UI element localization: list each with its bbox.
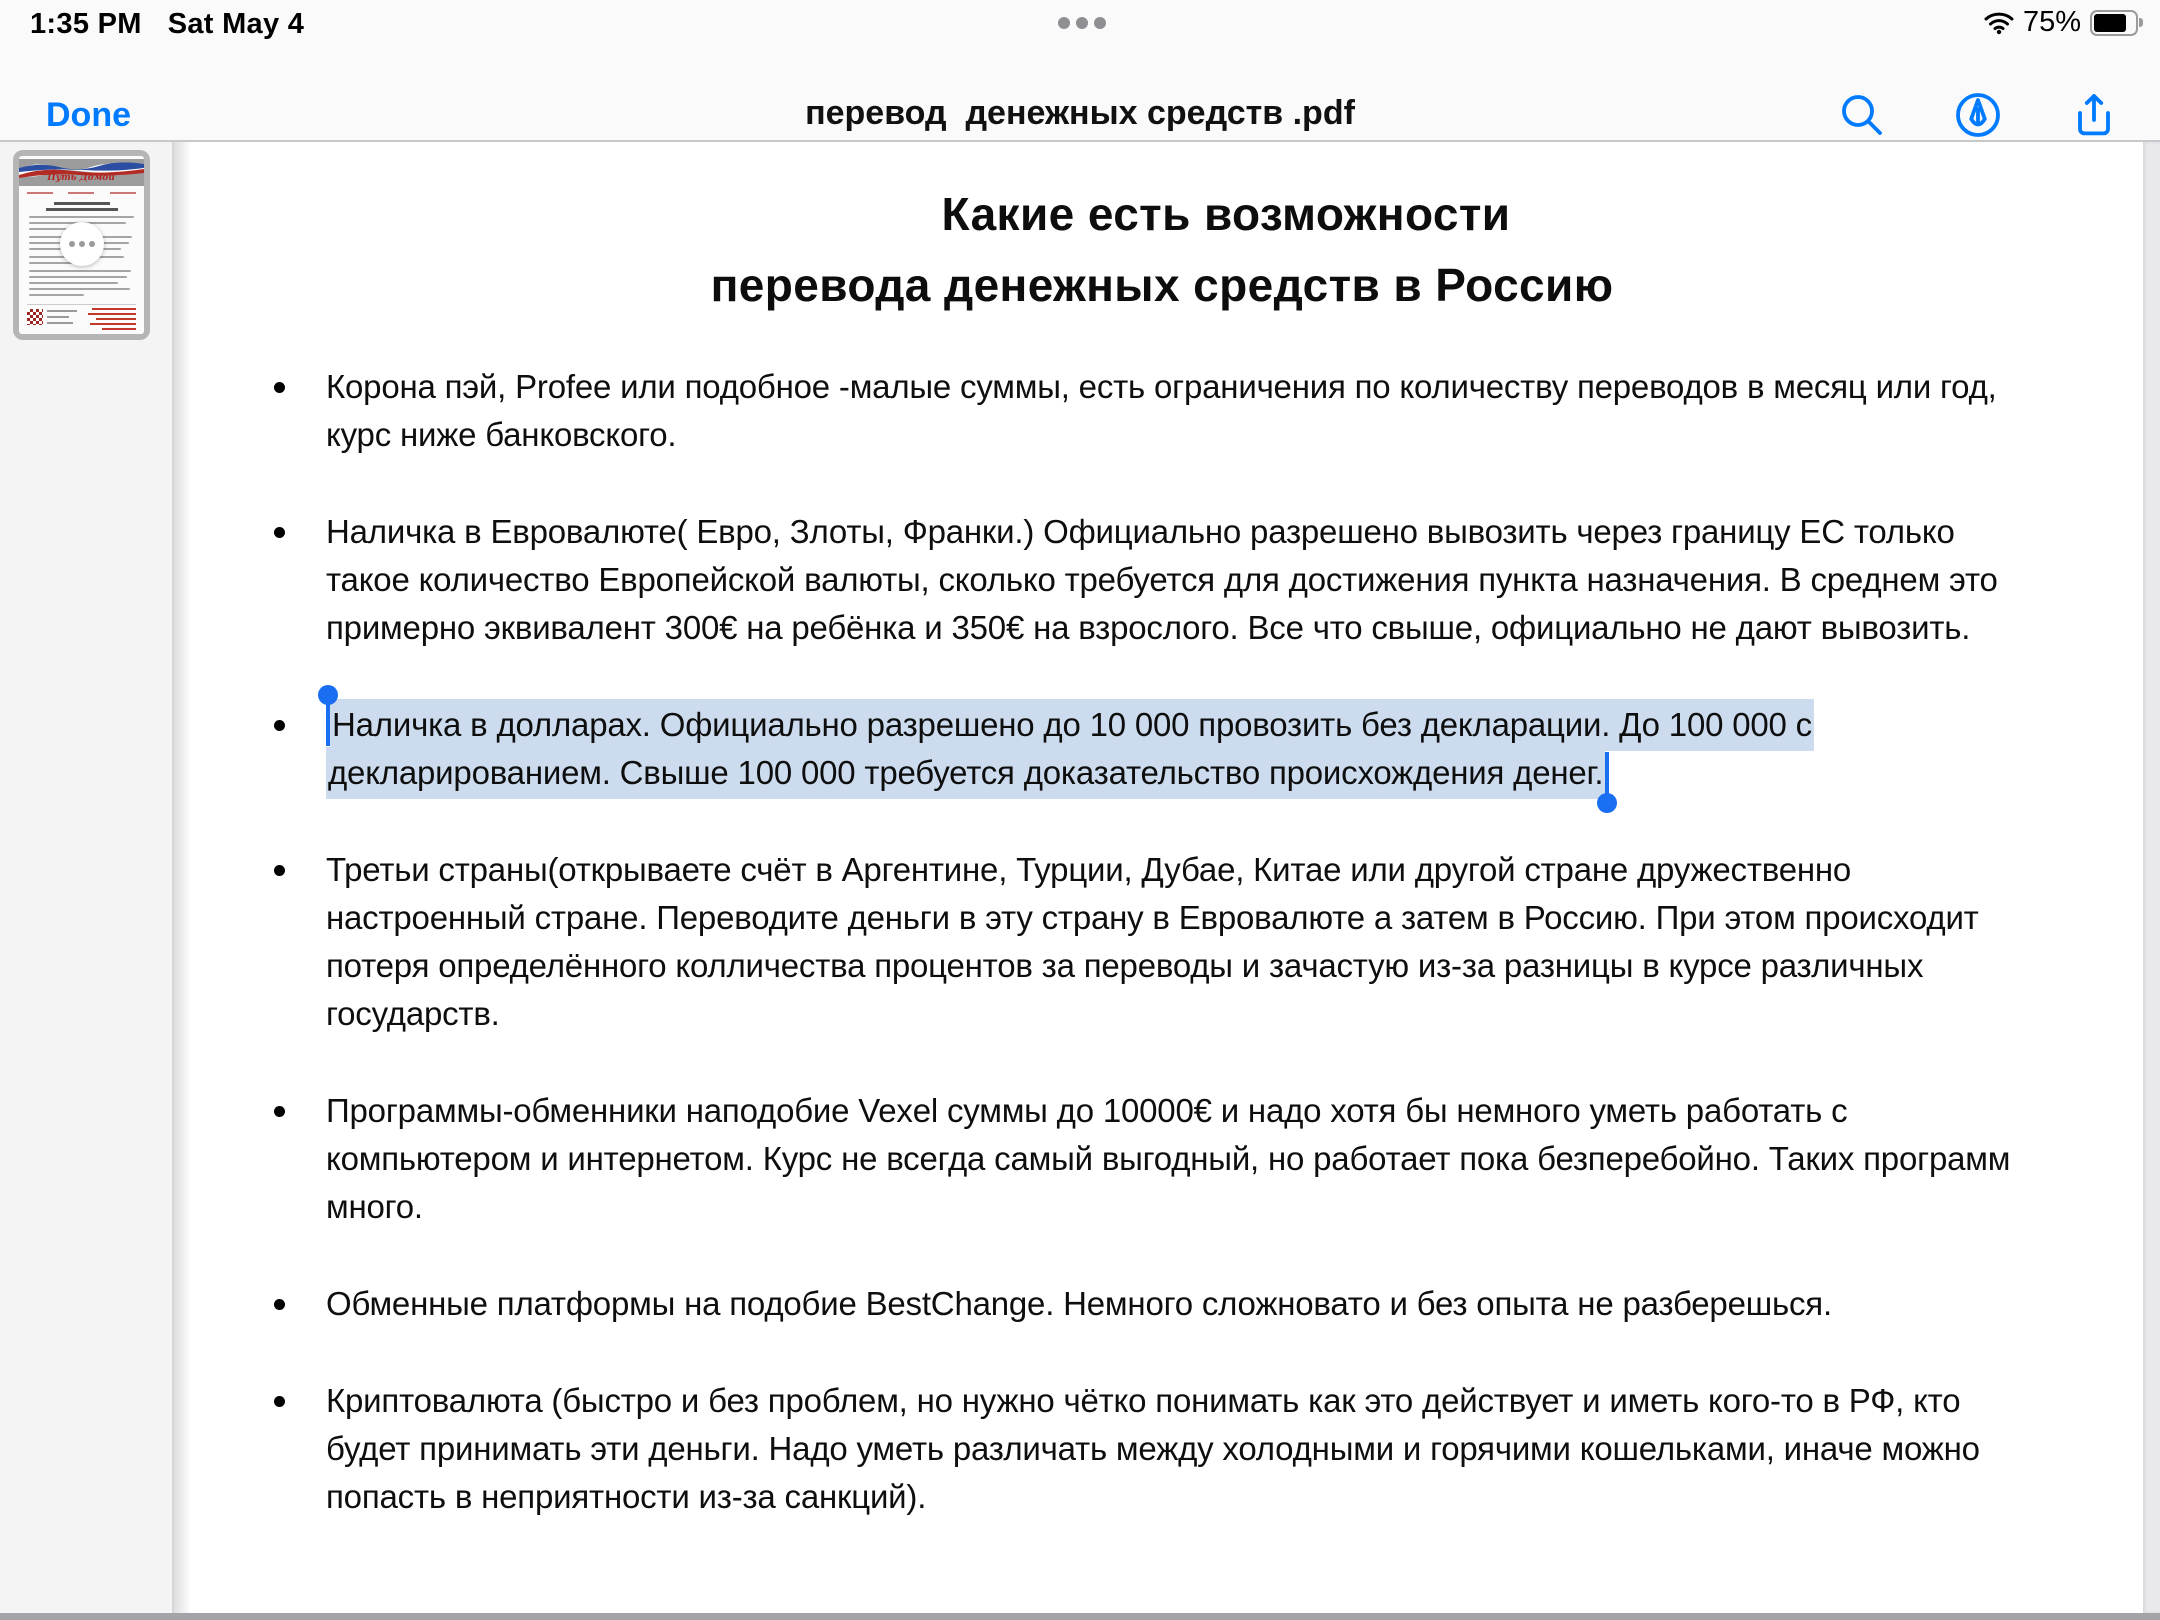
thumbnail-footer-left (47, 310, 77, 328)
viewport-bottom-edge (0, 1613, 2160, 1620)
page-title-line1: Какие есть возможности (941, 187, 1511, 240)
list-item-exchange-platforms[interactable]: Обменные платформы на подобие BestChange. Немного сложновато и без опыта не разберешься. (270, 1280, 2016, 1328)
thumbnail-qr-code (27, 309, 43, 325)
thumbnail-heading-line (54, 202, 110, 205)
share-button[interactable] (2068, 90, 2120, 142)
thumbnail-more-button[interactable] (60, 222, 104, 266)
status-time-date (30, 8, 304, 41)
page-title-line2: перевода денежных средств в Россию (710, 258, 1614, 311)
list-item-exchanger-apps[interactable]: Программы-обменники наподобие Vexel суммы до 10000€ и надо хотя бы немного уметь работать с компьютером и интернетом. Курс не всегда самый выгодный, но работает пока безперебойно. Таких программ много. (270, 1087, 2016, 1231)
selection-handle-start[interactable] (326, 704, 330, 746)
multitask-ellipsis-icon (1058, 17, 1106, 29)
list-item-korona-pay[interactable]: Корона пэй, Profee или подобное -малые суммы, есть ограничения по количеству переводов в месяц или год, курс ниже банковского. (270, 363, 2016, 459)
search-icon (1838, 91, 1886, 139)
thumbnail-banner-title: Путь Домой (47, 173, 115, 183)
selected-text-line1[interactable]: Наличка в долларах. Официально разрешено до 10 000 провозить без декларации. До 100 000 с (330, 699, 1814, 751)
status-indicators (1984, 6, 2138, 39)
wifi-icon (1984, 11, 2014, 35)
top-bar (0, 0, 2160, 142)
thumbnail-heading-line (46, 208, 118, 211)
list-item-euro-cash[interactable]: Наличка в Евровалюте( Евро, Злоты, Франки.) Официально разрешено вывозить через границу ЕС только такое количество Европейской валюты, сколько требуется для достижения пункта назначения. В среднем это примерно эквивалент 300€ на ребёнка и 350€ на взрослого. Все что свыше, официально не дают вывозить. (270, 508, 2016, 652)
nav-actions (1836, 90, 2120, 142)
thumbnail-links-row (19, 192, 144, 194)
selection-handle-end[interactable] (1605, 752, 1609, 794)
list-item-third-countries[interactable]: Третьи страны(открываете счёт в Аргентине, Турции, Дубае, Китае или другой стране дружественно настроенный стране. Переводите деньги в эту страну в Евровалюте а затем в Россию. При этом происходит потеря определённого колличества процентов за переводы и зачастую из-за разницы в курсе различных государств. (270, 846, 2016, 1038)
status-time: 1:35 PM (30, 8, 142, 40)
battery-percent: 75% (2022, 6, 2081, 38)
thumbnail-footer-links (88, 308, 136, 333)
thumbnail-flag-banner (19, 159, 144, 186)
done-button[interactable]: Done (46, 96, 131, 134)
list-item-cryptocurrency[interactable]: Криптовалюта (быстро и без проблем, но нужно чётко понимать как это действует и иметь кого-то в РФ, кто будет принимать эти деньги. Надо уметь различать между холодными и горячими кошельками, иначе можно попасть в неприятности из-за санкций). (270, 1377, 2016, 1521)
markup-button[interactable] (1952, 90, 2004, 142)
bullet-list (270, 363, 2016, 1570)
page-left-edge-shadow (174, 142, 190, 1613)
status-date: Sat May 4 (167, 8, 305, 40)
battery-icon (2090, 10, 2138, 36)
search-button[interactable] (1836, 90, 1888, 142)
thumbnail-footer-rule (27, 304, 136, 305)
markup-pen-icon (1954, 91, 2002, 139)
page-right-margin (2143, 142, 2160, 1613)
document-title: перевод денежных средств .pdf (805, 94, 1355, 132)
share-icon (2070, 91, 2118, 139)
list-item-dollar-cash-selected[interactable] (270, 701, 2016, 797)
selected-text-line2[interactable]: декларированием. Свыше 100 000 требуется доказательство происхождения денег. (326, 747, 1605, 799)
thumbnail-sidebar (0, 142, 174, 1613)
page-thumbnail[interactable] (13, 150, 150, 340)
